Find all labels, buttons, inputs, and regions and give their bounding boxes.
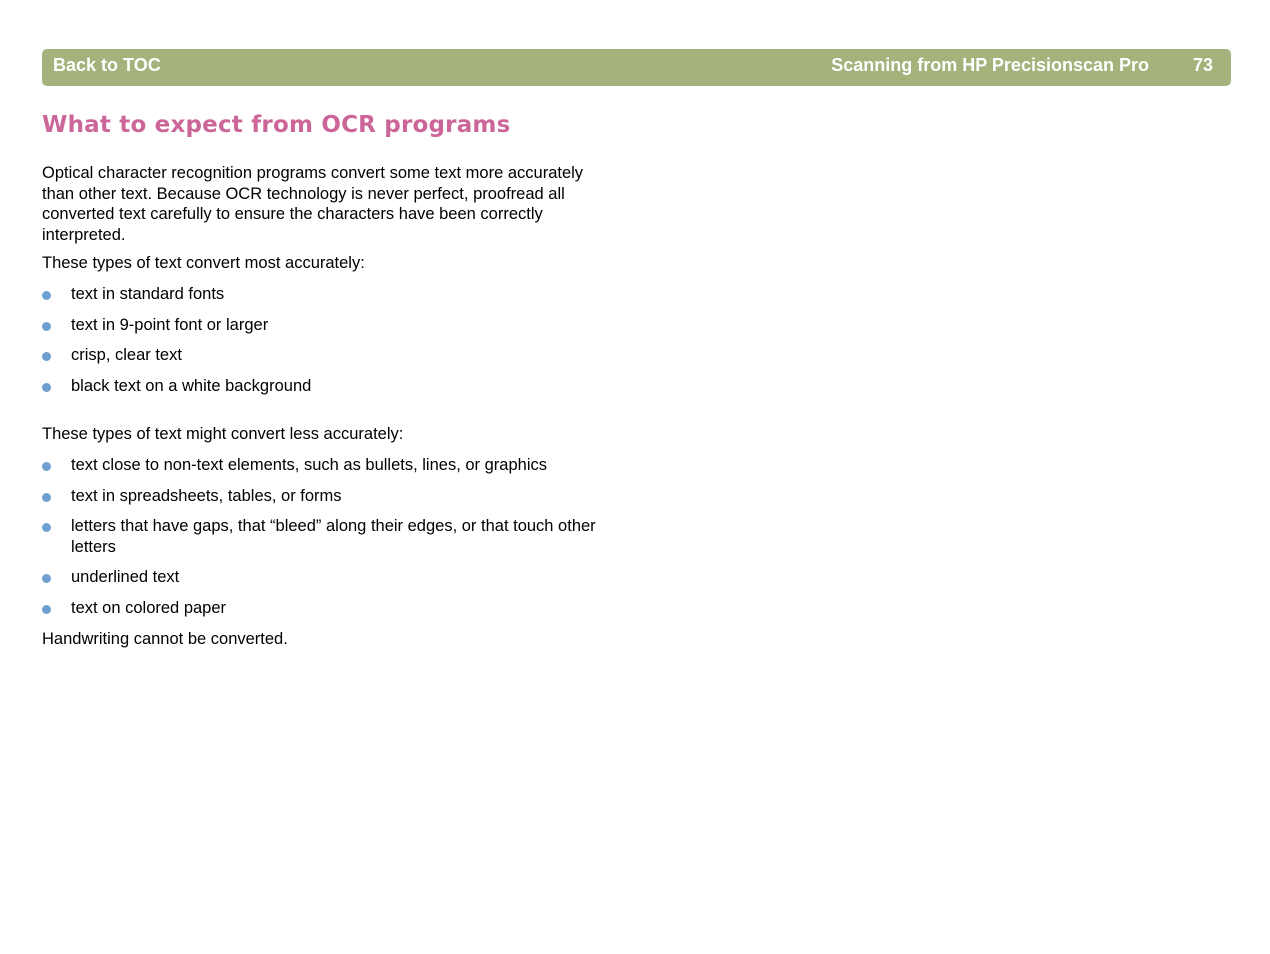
bullet-icon (42, 383, 51, 392)
bullet-icon (42, 493, 51, 502)
page-number: 73 (1192, 55, 1213, 75)
closing-paragraph: Handwriting cannot be converted. (42, 629, 288, 648)
bullet-icon (42, 574, 51, 583)
list-item-text: text close to non-text elements, such as bullets, lines, or graphics (71, 455, 547, 474)
bullet-icon (42, 605, 51, 614)
page-title: What to expect from OCR programs (42, 112, 511, 138)
less-accurate-lead: These types of text might convert less accurately: (42, 425, 404, 444)
list-item (42, 284, 602, 305)
list-item (42, 376, 602, 397)
bullet-icon (42, 523, 51, 532)
list-item-text: text on colored paper (71, 598, 227, 617)
accurate-list (42, 284, 602, 396)
main-content (42, 163, 602, 649)
intro-paragraph: Optical character recognition programs convert some text more accurately than other text. Because OCR technology is never perfect, proofread all converted text carefully to ensure the characters have been correctly interpreted. (42, 164, 584, 244)
list-item-text: letters that have gaps, that “bleed” along their edges, or that touch other letters (71, 517, 596, 556)
bullet-icon (42, 352, 51, 361)
header-bar (42, 49, 1231, 86)
list-item-text: text in spreadsheets, tables, or forms (71, 486, 342, 505)
list-item (42, 516, 602, 557)
list-item (42, 315, 602, 336)
list-item (42, 598, 602, 619)
less-accurate-list (42, 455, 602, 619)
section-title: Scanning from HP Precisionscan Pro (831, 55, 1149, 75)
bullet-icon (42, 462, 51, 471)
list-item-text: text in standard fonts (71, 284, 225, 303)
bullet-icon (42, 322, 51, 331)
list-item-text: text in 9-point font or larger (71, 315, 269, 334)
list-item (42, 345, 602, 366)
list-item-text: underlined text (71, 568, 180, 587)
list-item (42, 486, 602, 507)
bullet-icon (42, 291, 51, 300)
back-to-toc-link[interactable]: Back to TOC (53, 55, 161, 75)
list-item-text: black text on a white background (71, 376, 312, 395)
accurate-lead: These types of text convert most accurately: (42, 254, 365, 273)
list-item-text: crisp, clear text (71, 346, 182, 365)
list-item (42, 567, 602, 588)
list-item (42, 455, 602, 476)
